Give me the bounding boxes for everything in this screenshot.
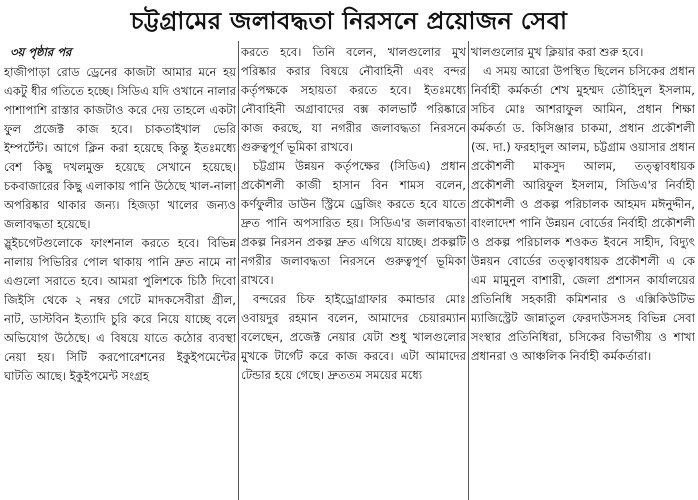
column-divider bbox=[238, 41, 239, 500]
paragraph: স্লুইচগেটগুলোকে ফাংশনাল করতে হবে। বিভিন্ন নালায় পিভিরির পোল থাকায় পানি দ্রুত নামে না এগুলো সরাতে হবে। আমরা পুলিশকে চিঠি দিবো জিইসি থেকে ২ নম্বর গেটে মাদকসেবীরা গ্রীল, নাট, ডাস্টবিন ইত্যাদি চুরি করে নিয়ে যাচ্ছে বলে অভিযোগ উঠেছে। এ বিষয়ে যাতে কঠোর ব্যবস্থা নেয়া হয়। সিটি করপোরেশনের ইকুইপমেন্টের ঘাটতি আছে। ইকুইপমেন্ট সংগ্রহ bbox=[4, 236, 236, 383]
article-column-3 bbox=[471, 43, 695, 500]
paragraph: খালগুলোর মুখ ক্লিয়ার করা শুরু হবে। bbox=[471, 45, 644, 59]
paragraph: বন্দরের চিফ হাইড্রোগ্রাফার কমান্ডার মোঃ ওবায়দুর রহমান বলেন, আমাদের চেয়ারম্যান বলেছেন, প্রজেক্ট নেয়ার যেটা শুধু খালগুলোর মুখকে টার্গেট করে কাজ করবে। এটা আমাদের টেন্ডার হয়ে গেছে। দ্রুততম সময়ের মধ্যে bbox=[241, 292, 466, 382]
article-column-2 bbox=[241, 43, 466, 500]
paragraph: এ সময় আরো উপস্থিত ছিলেন চসিকের প্রধান নির্বাহী কর্মকর্তা শেখ মুহম্মদ তৌহিদুল ইসলাম, সচিব মোঃ আশরাফুল আমিন, প্রধান শিক্ষা কর্মকর্তা ড. কিসিঞ্জার চাকমা, প্রধান প্রকৌশলী (অ. দা.) ফরহাদুল আলম, চট্টগ্রাম ওয়াসার প্রধান প্রকৌশলী মাকসুদ আলম, তত্ত্বাবধায়ক প্রকৌশলী আরিফুল ইসলাম, সিডিএ'র নির্বাহী প্রকৌশলী ও প্রকল্প পরিচালক আহমদ মঈনুদ্দীন, বাংলাদেশ পানি উন্নয়ন বোর্ডের নির্বাহী প্রকৌশলী ও প্রকল্প পরিচালক শওকত ইবনে সাহীদ, বিদ্যুৎ উন্নয়ন বোর্ডের তত্ত্বাবধায়ক প্রকৌশলী এ কে এম মামুনুল বাশারী, জেলা প্রশাসন কার্যালয়ের প্রতিনিধি সহকারী কমিশনার ও এক্সিকিউটিভ ম্যাজিস্ট্রেট জান্নাতুল ফেরদাউসসহ বিভিন্ন সেবা সংস্থার প্রতিনিধিরা, চসিকের বিভাগীয় ও শাখা প্রধানরা ও আঞ্চলিক নির্বাহী কর্মকর্তারা। bbox=[471, 64, 695, 363]
paragraph: করতে হবে। তিনি বলেন, খালগুলোর মুখ পরিষ্কার করার বিষয়ে নৌবাহিনী এবং বন্দর কর্তৃপক্ষকে সহায়তা করতে হবে। ইতঃমধ্যে নৌবাহিনী অগ্রাবাদের বক্স কালভার্ট পরিষ্কারে কাজ করছে, যা নগরীর জলাবদ্ধতা নিরসনে গুরুত্বপূর্ণ ভূমিকা রাখবে। bbox=[241, 45, 466, 154]
column-divider bbox=[468, 41, 469, 500]
continued-from-label: ৩য় পৃষ্ঠার পর bbox=[10, 45, 72, 59]
paragraph: হাজীপাড়া রোড ড্রেনের কাজটা আমার মনে হয় একটু ধীর গতিতে হচ্ছে। সিডিএ যদি ওখানে নালার পাশাপাশি রাস্তার কাজটাও করে দেয় তাহলে একটা ফুল প্রজেক্ট কাজ হবে। চাকতাইখাল ভেরি ইম্পর্টেন্ট। আগে ক্লিন করা হয়েছে কিন্তু ইতঃমধ্যে বেশ কিছু দখলমুক্ত হয়েছে সেখানে হয়েছে। চকবাজারের কিছু এলাকায় পানি উঠেছে খাল-নালা অপরিষ্কার থাকার জন্য। হিজড়া খালের জন্যও জলাবদ্ধতা হয়েছে। bbox=[4, 65, 236, 231]
article-headline: চট্টগ্রামের জলাবদ্ধতা নিরসনে প্রয়োজন সেবা bbox=[130, 7, 568, 35]
paragraph: চট্টগ্রাম উন্নয়ন কর্তৃপক্ষের (সিডিএ) প্রধান প্রকৌশলী কাজী হাসান বিন শামস বলেন, কর্ণফুলীর ডাউন স্ট্রিমে ড্রেজিং করতে হবে যাতে দ্রুত পানি অপসারিত হয়। সিডিএ'র জলাবদ্ধতা প্রকল্প নিরসন প্রকল্প দ্রুত এগিয়ে যাচ্ছে। প্রকল্পটি নগরীর জলাবদ্ধতা নিরসনে গুরুত্বপূর্ণ ভূমিকা রাখবে। bbox=[241, 159, 466, 287]
article-column-1 bbox=[4, 43, 236, 500]
